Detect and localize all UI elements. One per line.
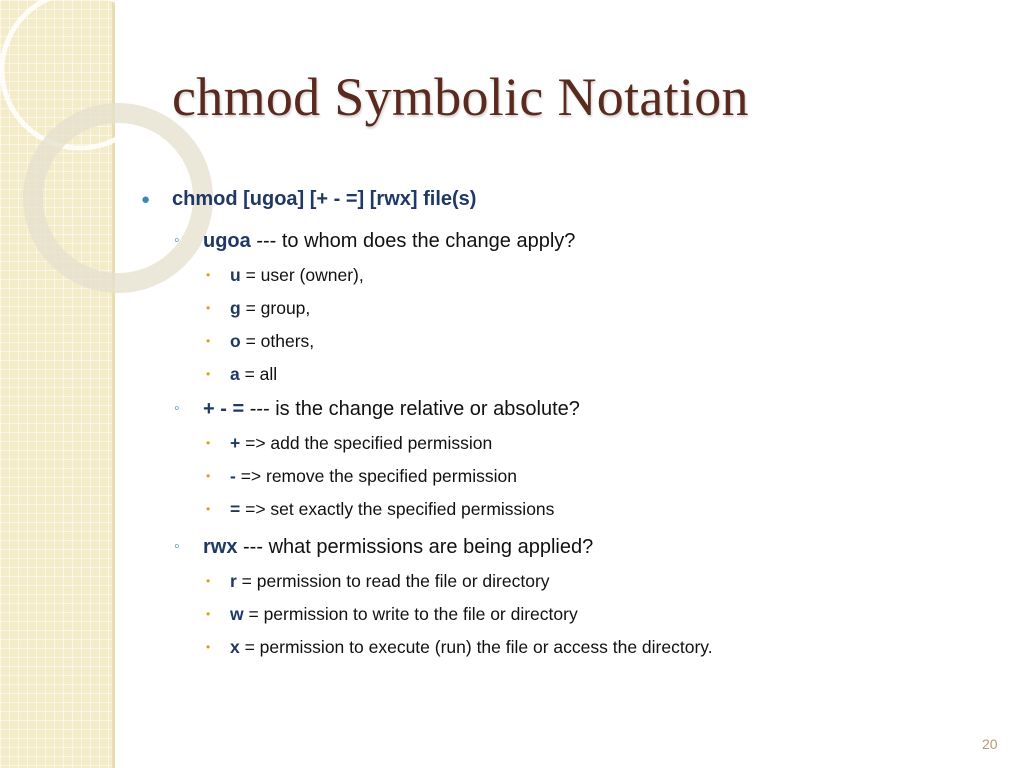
list-item (230, 571, 550, 592)
bullet-level2: ◦ (174, 400, 180, 417)
item-description: = permission to write to the file or directory (243, 604, 578, 624)
decorative-circles (0, 0, 240, 300)
list-item (230, 499, 554, 520)
list-item (230, 466, 517, 487)
item-keyword: w (230, 604, 244, 624)
list-item (230, 433, 492, 454)
item-description: = permission to read the file or directory (236, 571, 550, 591)
bullet-level2: ◦ (174, 538, 180, 555)
section-keyword: ugoa (203, 230, 251, 252)
page-number: 20 (982, 736, 998, 752)
section-keyword: rwx (203, 536, 238, 558)
section-heading (203, 398, 580, 421)
section-description: --- to whom does the change apply? (250, 230, 576, 252)
section-description: --- is the change relative or absolute? (244, 398, 580, 420)
item-description: => remove the specified permission (235, 466, 517, 486)
bullet-level3: • (206, 367, 211, 381)
item-keyword: r (230, 571, 237, 591)
bullet-level3: • (206, 640, 211, 654)
item-keyword: o (230, 331, 241, 351)
section-keyword: + - = (203, 398, 245, 420)
bullet-level3: • (206, 334, 211, 348)
item-description: => add the specified permission (240, 433, 493, 453)
bullet-level3: • (206, 607, 211, 621)
list-item (230, 298, 310, 319)
section-description: --- what permissions are being applied? (237, 536, 594, 558)
item-keyword: a (230, 364, 240, 384)
item-description: = permission to execute (run) the file or access the directory. (239, 637, 713, 657)
list-item (230, 331, 314, 352)
section-heading (203, 536, 593, 559)
bullet-level3: • (206, 469, 211, 483)
item-keyword: g (230, 298, 241, 318)
bullet-level1: ● (141, 191, 151, 208)
item-keyword: - (230, 466, 236, 486)
item-keyword: u (230, 265, 241, 285)
list-item (230, 637, 713, 658)
list-item (230, 604, 578, 625)
section-heading (203, 230, 575, 253)
bullet-level3: • (206, 436, 211, 450)
command-syntax: chmod [ugoa] [+ - =] [rwx] file(s) (172, 188, 477, 210)
item-keyword: x (230, 637, 240, 657)
item-description: = group, (240, 298, 311, 318)
bullet-level3: • (206, 502, 211, 516)
item-description: => set exactly the specified permissions (240, 499, 555, 519)
item-description: = others, (240, 331, 315, 351)
bullet-level3: • (206, 268, 211, 282)
list-item (230, 364, 277, 385)
item-keyword: + (230, 433, 241, 453)
bullet-level2: ◦ (174, 232, 180, 249)
item-keyword: = (230, 499, 241, 519)
bullet-level3: • (206, 301, 211, 315)
slide-title: chmod Symbolic Notation (172, 67, 749, 127)
list-item (230, 265, 364, 286)
item-description: = user (owner), (240, 265, 364, 285)
bullet-level3: • (206, 574, 211, 588)
item-description: = all (239, 364, 278, 384)
